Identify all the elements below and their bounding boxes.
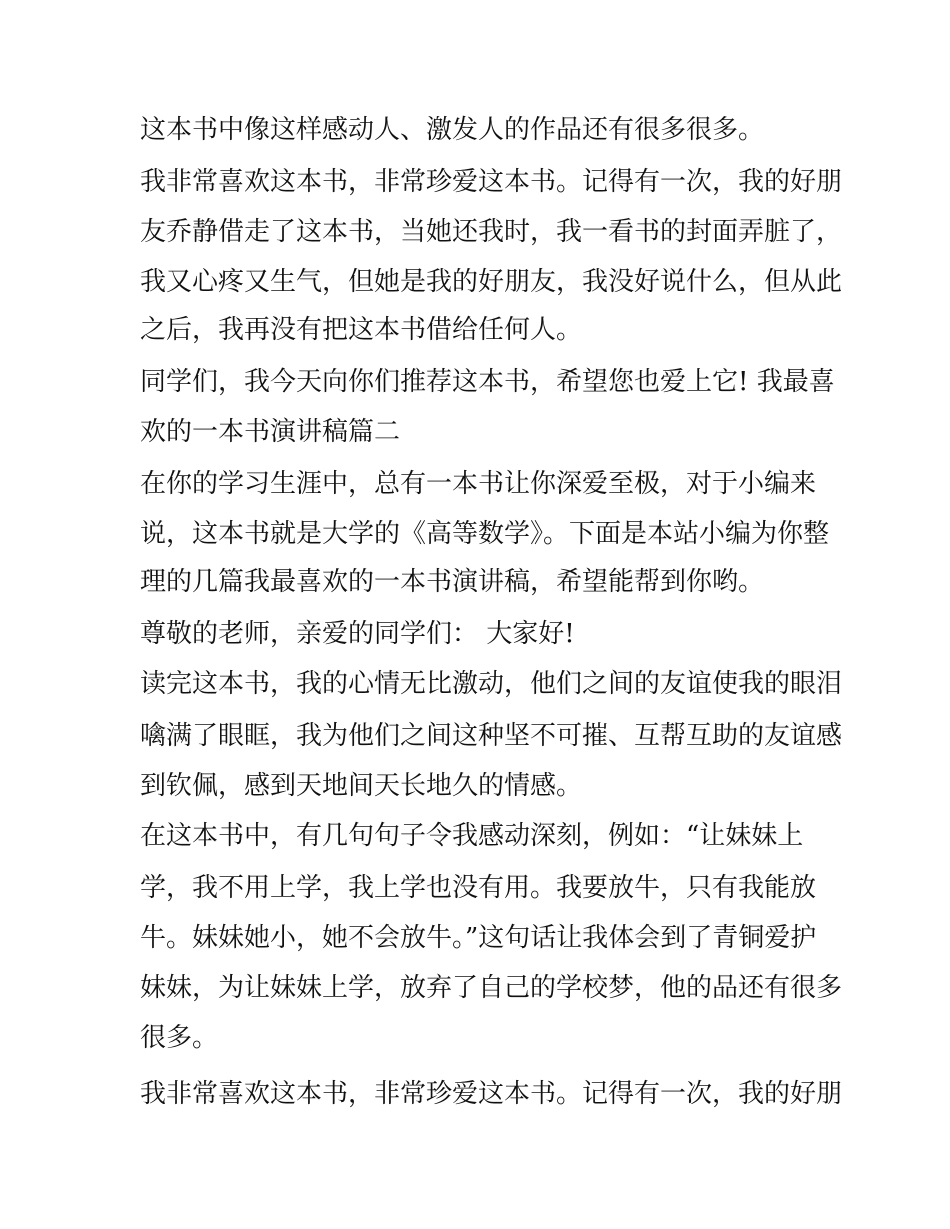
text-line: 到钦佩，感到天地间天长地久的情感。 — [140, 771, 583, 801]
text-line: 之后，我再没有把这本书借给任何人。 — [140, 315, 583, 345]
text-line: 妹妹，为让妹妹上学，放弃了自己的学校梦，他的品还有很多 — [140, 973, 843, 1003]
text-line: 友乔静借走了这本书，当她还我时，我一看书的封面弄脏了， — [140, 217, 843, 247]
text-line: 在你的学习生涯中，总有一本书让你深爱至极，对于小编来 — [140, 469, 817, 499]
text-line: 很多。 — [140, 1023, 219, 1053]
text-line: 同学们，我今天向你们推荐这本书，希望您也爱上它! 我最喜 — [140, 367, 835, 397]
text-line: 牛。妹妹她小，她不会放牛。”这句话让我体会到了青铜爱护 — [140, 923, 817, 953]
text-line: 这本书中像这样感动人、激发人的作品还有很多很多。 — [140, 115, 765, 145]
text-line: 我又心疼又生气，但她是我的好朋友，我没好说什么，但从此 — [140, 267, 843, 297]
text-line: 欢的一本书演讲稿篇二 — [140, 417, 401, 447]
text-line: 读完这本书，我的心情无比激动，他们之间的友谊使我的眼泪 — [140, 669, 843, 699]
text-line: 尊敬的老师，亲爱的同学们： 大家好! — [140, 619, 575, 649]
text-line: 学，我不用上学，我上学也没有用。我要放牛，只有我能放 — [140, 873, 817, 903]
text-line: 理的几篇我最喜欢的一本书演讲稿，希望能帮到你哟。 — [140, 567, 765, 597]
text-line: 我非常喜欢这本书，非常珍爱这本书。记得有一次，我的好朋 — [140, 1079, 843, 1109]
text-line: 说，这本书就是大学的《高等数学》。下面是本站小编为你整 — [140, 519, 830, 549]
text-line: 噙满了眼眶，我为他们之间这种坚不可摧、互帮互助的友谊感 — [140, 721, 843, 751]
text-line: 在这本书中，有几句句子令我感动深刻，例如：“让妹妹上 — [140, 821, 804, 851]
text-line: 我非常喜欢这本书，非常珍爱这本书。记得有一次，我的好朋 — [140, 167, 843, 197]
